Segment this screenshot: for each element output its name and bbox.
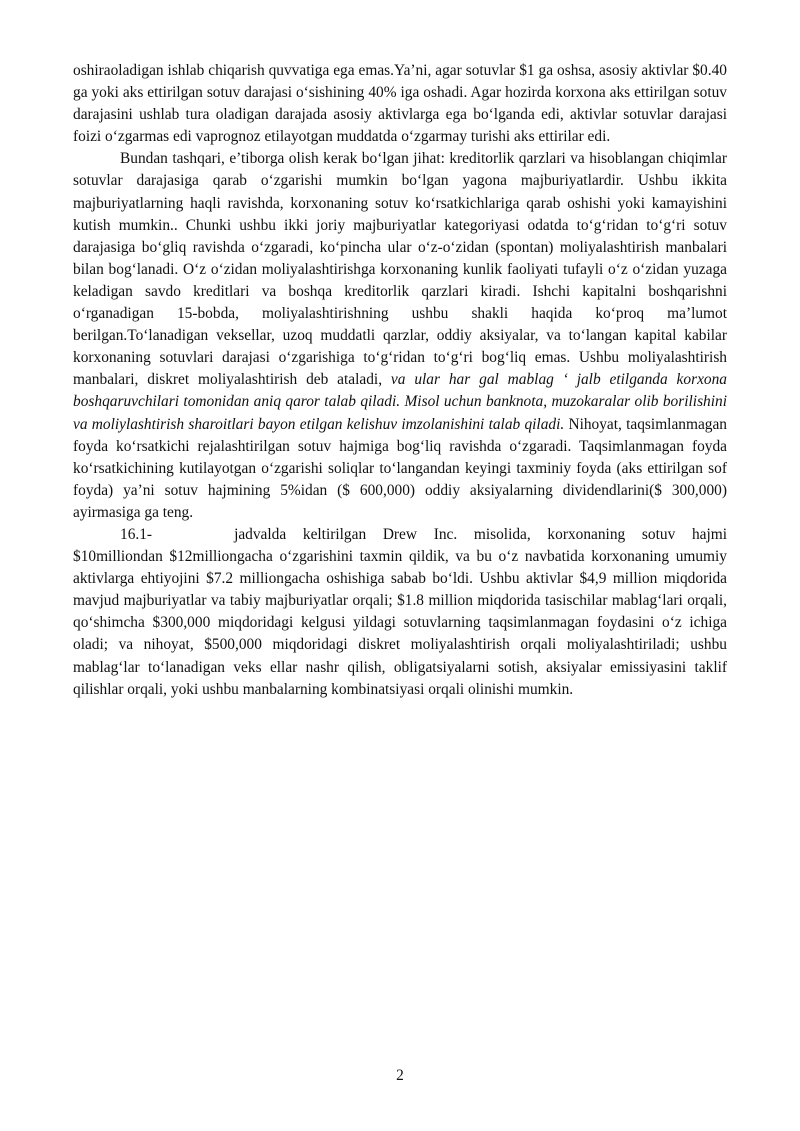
paragraph-3-text: jadvalda keltirilgan Drew Inc. misolida, korxonaning sotuv hajmi $10milliondan $12milliongacha o‘zgarishini taxmin qildik, va bu o‘z navbatida korxonaning umumiy aktivlarga ehtiyojini $7.2 milliongacha oshishiga sabab bo‘ldi. Ushbu aktivlar $4,9 million miqdorida mavjud majburiyatlar va tabiy majburiyatlar orqali; $1.8 million miqdorida tasischilar mablag‘lari orqali, qo‘shimcha $300,000 miqdoridagi kelgusi yildagi sotuvlarning taqsimlanmagan foydasini o‘z ichiga oladi; va nihoyat, $500,000 miqdoridagi diskret moliyalashtirish orqali moliyalashtiriladi; ushbu mablag‘lar to‘lanadigan veks ellar nashr qilish, obligatsiyalarni sotish, aksiyalar emissiyasini taklif qilishlar orqali, yoki ushbu manbalarning kombinatsiyasi orqali olinishi mumkin. xyxy=(73,525,727,698)
paragraph-3 xyxy=(73,524,727,701)
document-page xyxy=(73,60,727,701)
paragraph-2-italic-text: va ular har gal mablag ‘ jalb etilganda korxona boshqaruvchilari tomonidan aniq qaror talab qiladi. Misol uchun banknota, muzokaralar olib borilishini va moliylashtirish sharoitlari bayon etilgan kelishuv imzolanishini talab qiladi. xyxy=(73,371,727,433)
paragraph-2-text-start: Bundan tashqari, e’tiborga olish kerak bo‘lgan jihat: kreditorlik qarzlari va hisoblangan chiqimlar sotuvlar darajasiga qarab o‘zgarishi mumkin bo‘lgan yagona majburiyatlardir. Ushbu ikkita majburiyatlarning haqli ravishda, korxonaning sotuv ko‘rsatkichlariga qarab oshishi yoki kamayishini kutish mumkin.. Chunki ushbu ikki joriy majburiyatlar kategoriyasi odatda to‘g‘ridan to‘g‘ri sotuv darajasiga bo‘gliq ravishda o‘zgaradi, ko‘pincha ular o‘z-o‘zidan (spontan) moliyalashtirish manbalari bilan bog‘lanadi. O‘z o‘zidan moliyalashtirishga korxonaning kunlik faoliyati tufayli o‘z o‘zidan yuzaga keladigan savdo kreditlari va boshqa kreditorlik qarzlari kiradi. Ishchi kapitalni boshqarishni o‘rganadigan 15-bobda, moliyalashtirishning ushbu shakli haqida ko‘proq ma’lumot berilgan.To‘lanadigan veksellar, uzoq muddatli qarzlar, oddiy aksiyalar, va to‘langan kapital kabilar korxonaning sotuvlari darajasi o‘zgarishiga to‘g‘ridan to‘g‘ri bog‘liq emas. Ushbu moliyalashtirish manbalari, diskret moliyalashtirish deb ataladi, xyxy=(73,150,727,389)
paragraph-2-text-end: Nihoyat, taqsimlanmagan foyda ko‘rsatkichi rejalashtirilgan sotuv hajmiga bog‘liq ravishda o‘zgaradi. Taqsimlanmagan foyda ko‘rsatkichining kutilayotgan o‘zgarishi soliqlar to‘langandan keyingi taxminiy foyda (aks ettirilgan sof foyda) ya’ni sotuv hajmining 5%idan ($ 600,000) oddiy aksiyalarning dividendlarini($ 300,000) ayirmasiga ga teng. xyxy=(73,415,727,521)
table-reference: 16.1- xyxy=(120,525,153,543)
paragraph-1-text: oshiraoladigan ishlab chiqarish quvvatiga ega emas.Ya’ni, agar sotuvlar $1 ga oshsa, asosiy aktivlar $0.40 ga yoki aks ettirilgan sotuv darajasi o‘sishining 40% iga oshadi. Agar hozirda korxona aks ettirilgan sotuv darajasini ushlab tura oladigan darajada asosiy aktivlarga ega bo‘lganda edi, aktivlar sotuvlar darajasi foizi o‘zgarmas edi vaprognoz etilayotgan muddatda o‘zgarmay turishi aks ettirilar edi. xyxy=(73,62,727,146)
paragraph-1 xyxy=(73,60,727,148)
paragraph-2 xyxy=(73,148,727,524)
page-number: 2 xyxy=(396,1067,404,1084)
